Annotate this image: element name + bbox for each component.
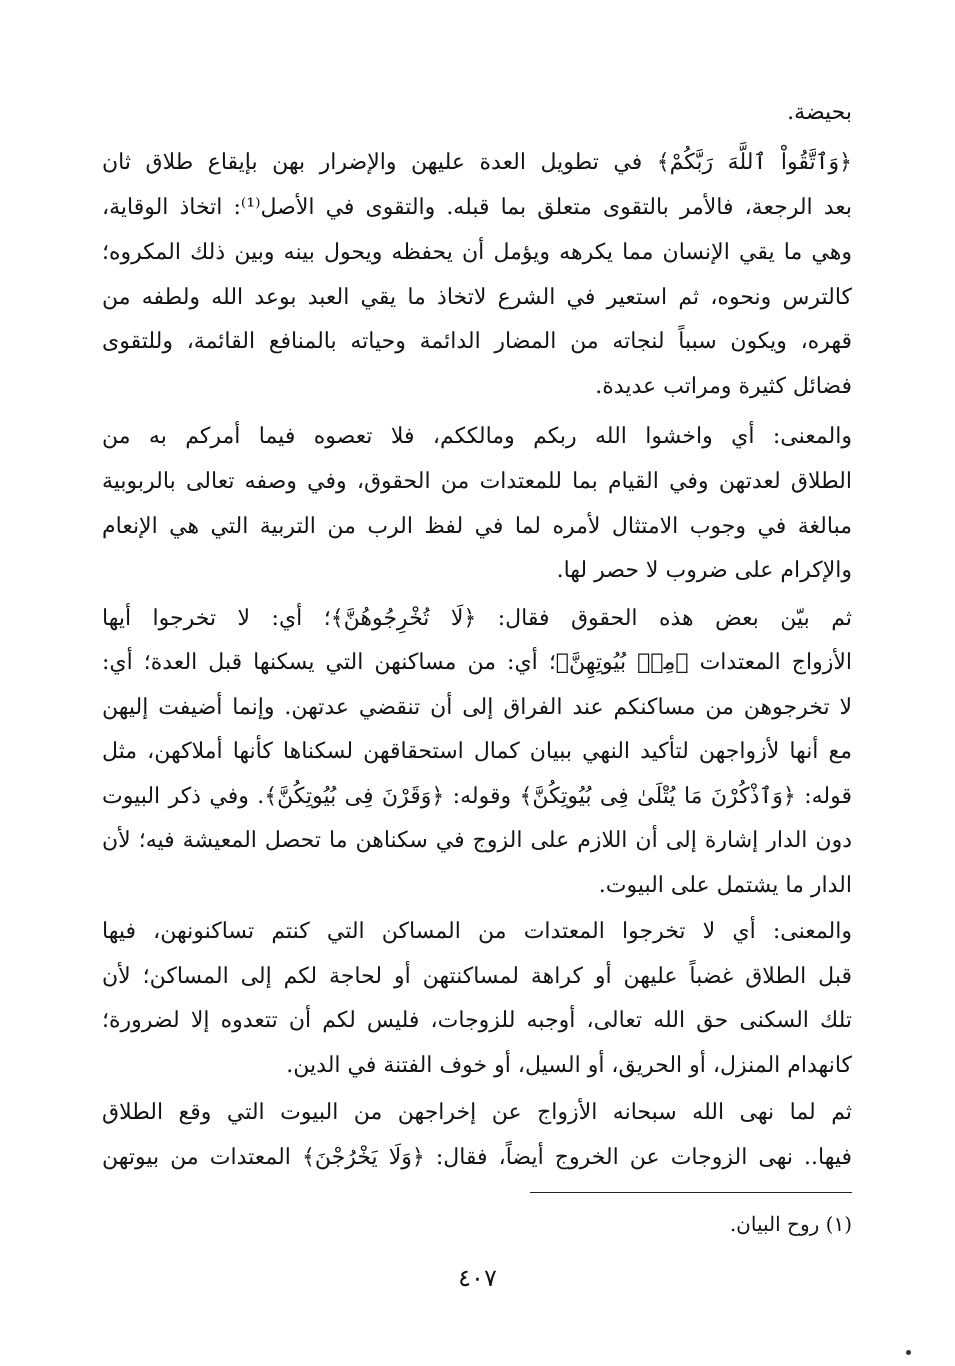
text-line-10: مبالغة في وجوب الامتثال لأمره لما في لفظ الرب من التربية التي هي الإنعام <box>102 514 852 539</box>
text-line-19: والمعنى: أي لا تخرجوا المعتدات من المساكن التي كنتم تساكنونهن، فيها <box>102 919 852 944</box>
text-line-11: والإكرام على ضروب لا حصر لها. <box>556 558 852 583</box>
footnote: (١) روح البيان. <box>729 1212 852 1236</box>
page-number: ٤٠٧ <box>458 1264 497 1292</box>
text-line-9: الطلاق لعدتهن وفي القيام بما للمعتدات من الحقوق، وفي وصفه تعالى بالربوبية <box>102 469 852 494</box>
text-line-5: كالترس ونحوه، ثم استعير في الشرع لاتخاذ ما يقي العبد بوعد الله ولطفه من <box>102 285 852 310</box>
text-line-15: مع أنها لأزواجهن لتأكيد النهي ببيان كمال استحقاقهن لسكناها كأنها أملاكهن، مثل <box>102 739 852 764</box>
text-line-1: بحيضة. <box>787 100 852 125</box>
text-line-6: قهره، ويكون سبباً لنجاته من المضار الدائمة وحياته بالمنافع القائمة، وللتقوى <box>102 329 852 354</box>
text-line-21: تلك السكنى حق الله تعالى، أوجبه للزوجات، فليس لكم أن تتعدوه إلا لضرورة؛ <box>102 1008 852 1033</box>
text-line-8: والمعنى: أي واخشوا الله ربكم ومالككم، فلا تعصوه فيما أمركم به من <box>102 424 852 449</box>
text-line-18: الدار ما يشتمل على البيوت. <box>598 873 852 898</box>
footnote-separator <box>530 1192 852 1193</box>
text-line-16: قوله: ﴿وَٱذْكُرْنَ مَا يُتْلَىٰ فِى بُيُوتِكُنَّ﴾ وقوله: ﴿وَقَرْنَ فِى بُيُوتِكُنَّ﴾. وفي ذكر البيوت <box>102 784 852 809</box>
scan-speck <box>906 1350 911 1355</box>
text-line-3: بعد الرجعة، فالأمر بالتقوى متعلق بما قبله. والتقوى في الأصل⁽¹⁾: اتخاذ الوقاية، <box>102 195 852 220</box>
text-line-20: قبل الطلاق غضباً عليهن أو كراهة لمساكنتهن أو لحاجة لكم إلى المساكن؛ لأن <box>102 964 852 989</box>
text-line-17: دون الدار إشارة إلى أن اللازم على الزوج في سكناهن ما تحصل المعيشة فيه؛ لأن <box>102 828 852 853</box>
text-line-4: وهي ما يقي الإنسان مما يكرهه ويؤمل أن يحفظه ويحول بينه وبين ذلك المكروه؛ <box>102 240 852 265</box>
text-line-14: لا تخرجوهن من مساكنكم عند الفراق إلى أن تنقضي عدتهن. وإنما أضيفت إليهن <box>102 695 852 720</box>
text-line-22: كانهدام المنزل، أو الحريق، أو السيل، أو خوف الفتنة في الدين. <box>286 1053 852 1078</box>
text-line-12: ثم بيّن بعض هذه الحقوق فقال: ﴿لَا تُخْرِجُوهُنَّ﴾؛ أي: لا تخرجوا أيها <box>102 606 852 631</box>
text-line-7: فضائل كثيرة ومراتب عديدة. <box>595 374 852 399</box>
text-line-13: الأزواج المعتدات ﴿مِنۢ بُيُوتِهِنَّ﴾؛ أي: من مساكنهن التي يسكنها قبل العدة؛ أي: <box>102 650 852 675</box>
text-line-2: ﴿وَٱتَّقُواْ ٱللَّهَ رَبَّكُمْ﴾ في تطويل العدة عليهن والإضرار بهن بإيقاع طلاق ثان <box>102 150 853 175</box>
text-line-24: فيها.. نهى الزوجات عن الخروج أيضاً، فقال: ﴿وَلَا يَخْرُجْنَ﴾ المعتدات من بيوتهن <box>102 1145 852 1170</box>
text-line-23: ثم لما نهى الله سبحانه الأزواج عن إخراجهن من البيوت التي وقع الطلاق <box>102 1100 852 1125</box>
